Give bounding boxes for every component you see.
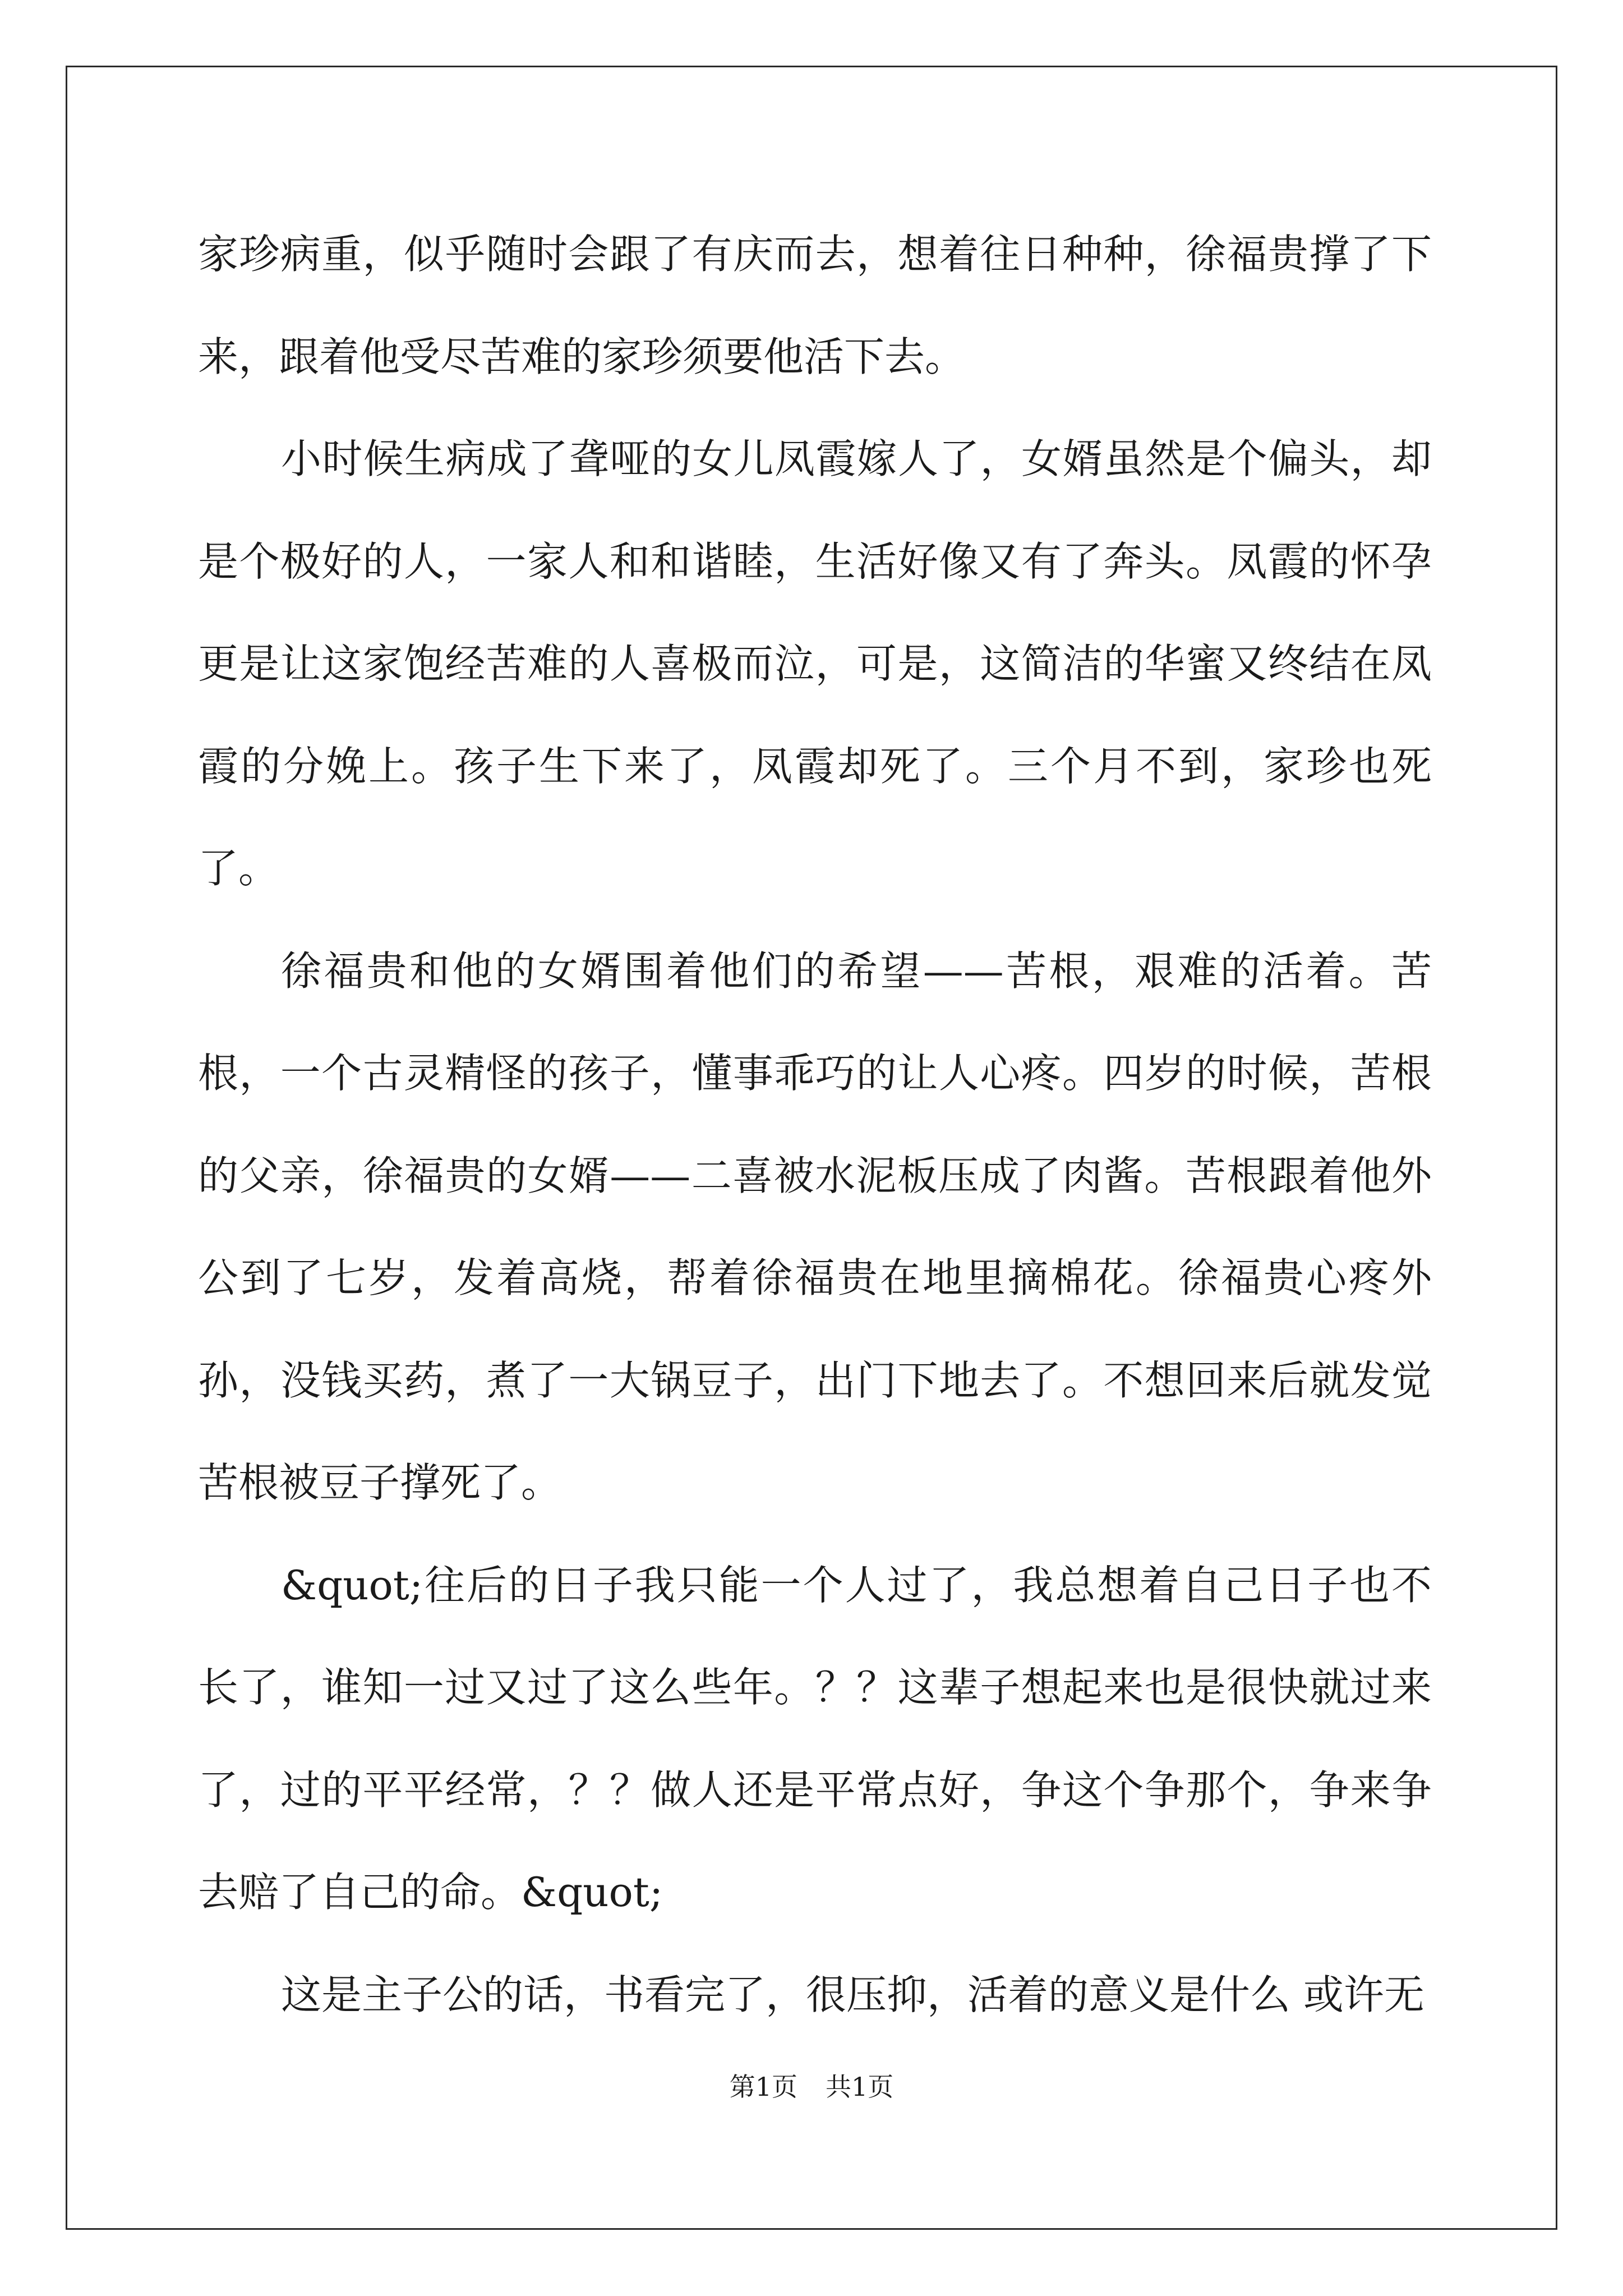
paragraph-4: &quot;往后的日子我只能一个人过了，我总想着自己日子也不长了，谁知一过又过了这么些年。？？这辈子想起来也是很快就过来了，过的平平经常，？？做人还是平常点好，争这个争那个，争来争去赔了自己的命。&quot; bbox=[198, 1561, 1432, 1916]
paragraph-5: 这是主子公的话，书看完了，很压抑，活着的意义是什么 或许无 bbox=[281, 1971, 1424, 2018]
paragraph-1: 家珍病重，似乎随时会跟了有庆而去，想着往日种种，徐福贵撑了下来，跟着他受尽苦难的家珍须要他活下去。 bbox=[198, 231, 1432, 380]
paragraph-3: 徐福贵和他的女婿围着他们的希望——苦根，艰难的活着。苦根，一个古灵精怪的孩子，懂事乖巧的让人心疼。四岁的时候，苦根的父亲，徐福贵的女婿——二喜被水泥板压成了肉酱。苦根跟着他外公到了七岁，发着高烧，帮着徐福贵在地里摘棉花。徐福贵心疼外孙，没钱买药，煮了一大锅豆子，出门下地去了。不想回来后就发觉苦根被豆子撑死了。 bbox=[198, 947, 1432, 1506]
page-number: 第1页 bbox=[729, 2072, 797, 2102]
document-body bbox=[198, 203, 1432, 2046]
page-total: 共1页 bbox=[826, 2072, 894, 2102]
page-footer bbox=[0, 2070, 1623, 2104]
paragraph-2: 小时候生病成了聋哑的女儿凤霞嫁人了，女婿虽然是个偏头，却是个极好的人，一家人和和谐睦，生活好像又有了奔头。凤霞的怀孕更是让这家饱经苦难的人喜极而泣，可是，这简洁的华蜜又终结在凤霞的分娩上。孩子生下来了，凤霞却死了。三个月不到，家珍也死了。 bbox=[198, 435, 1432, 892]
